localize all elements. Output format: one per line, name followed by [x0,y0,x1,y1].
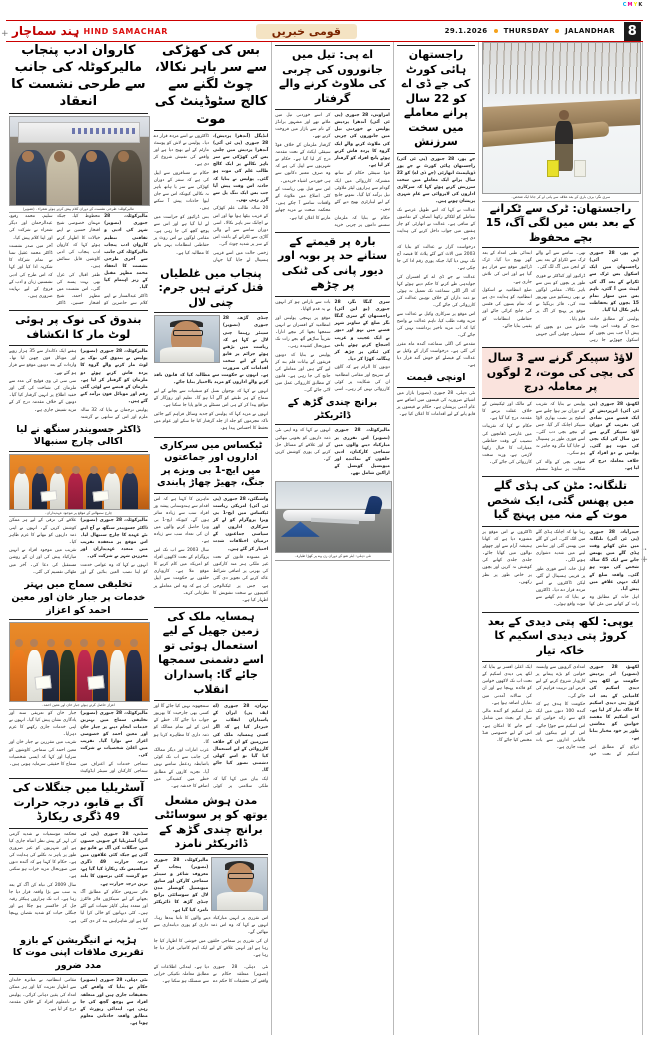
snowfall-scene-photo [482,42,641,194]
article-body: نئی دہلی، 28 جنوری (تصویر) بازار میں اشیائے ضروریہ کی قیمتوں میں اضافے سے عام آدمی پریشان ہے۔ حکام نے قیمتوں پر قابو پانے کے لیے اقدامات کا اعلان کیا ہے۔ [396,390,476,418]
registration-mark-left: + [1,29,9,39]
headline: برانچ چندی گڑھ کے ڈائریکٹر [275,397,390,425]
article-body: سری گنگا نگر، 28 جنوری (یو این آئی) راجستھان کے سری گنگا نگر ضلع کے ساوتر شہر قصبے میں بہو اور دیور نے ایک عجیب و غریب احتجاج کرتے ہوئے پانی کی ٹنکی پر چڑھ کر ہنگامہ کھڑا کر دیا۔ دونوں کا الزام ہے کہ گاؤں کے سرپنچ اور مقامی انتظامیہ ان کی شکایت پر کوئی کارروائی نہیں کر رہی۔ اسی بات سے ناراض ہو کر انہوں نے یہ قدم اٹھایا۔ موقع پر پہنچی پولیس اور انتظامیہ کے افسران نے انہیں سمجھا بجھا کر نیچے اتارا۔ تقریباً ساڑھے آٹھ بجے رات تک صورتحال کشیدہ رہی۔ پولیس نے بتایا کہ دونوں فریقوں کے بیانات قلم بند کر لیے گئے ہیں اور معاملے کی جانچ کی جا رہی ہے۔ قانون کے مطابق کارروائی عمل میں لائی جائے گی۔ [275,299,390,394]
headline: بندوق کی نوک پر ہوئی لوٹ مار کا انکشاف [9,310,148,346]
article-price-note [397,372,475,418]
headline: تخلیقی سماج میں بہتر خدمات پر جبار خان اور معین احمد کو اعزاز [9,579,148,620]
column-3 [272,42,394,1035]
article-body: حیدرآباد، 28 جنوری (پی ٹی آئی) تلنگانہ میں مٹن کھاتے وقت ہڈی گلے میں پھنس جانے سے ایک 45 سالہ شخص کی موت ہو گئی۔ واقعہ ضلع کے ایک دیہی علاقے میں پیش آیا۔ اہل خانہ کے مطابق وہ رات کے کھانے میں مٹن کھا رہا تھا کہ اچانک ہڈی گلے میں اٹک گئی۔ اس کے گلے میں پھنس گئی اور سانس لینے میں شدید دشواری ہونے لگی۔ اہل خانہ اسے فوری طور پر قریبی ہسپتال لے گئے، لیکن ڈاکٹروں نے اسے مردہ قرار دے دیا۔ ڈاکٹروں نے بتایا کہ دم گھٹنے سے موت واقع ہوئی۔ ڈاکٹروں نے اس موقع پر مشورہ دیا ہے کہ کھانا ہمیشہ آرام سے اور چھوٹے نوالوں میں کھایا جائے۔ جلدی جلدی کھانے کی کوشش نہ کریں اور بچوں پر خاص طور پر نظر رکھیں۔ [482,529,639,608]
article-body: جے پور، 28 جنوری (پی ٹی آئی) راجستھان ہائی کورٹ نے جے پور ڈویلپمنٹ اتھارٹی (جے ڈی اے) کو 22 سال پرانے ایک معاملے میں سخت سرزنش کرتے ہوئے کہا کہ سرکاری اداروں کی لاپروائی سے عام شہری پریشان ہوتے ہیں۔ عدالت نے کہا کہ اتنے طویل عرصے تک معاملے کو لٹکائے رکھنا انصاف کے تقاضوں کے منافی ہے۔ عدالت نے اتھارٹی کو چار ہفتوں میں جواب داخل کرنے کی ہدایت دی ہے۔ درخواست گزار نے عدالت کو بتایا کہ 2003 میں الاٹ کیے گئے پلاٹ کا قبضہ آج تک نہیں دیا گیا، جبکہ پوری رقم ادا کی جا چکی ہے۔ عدالت نے جے ڈی اے کے افسران کی جوابدہی طے کرنے کا حکم دیتے ہوئے کہا کہ اگر اگلی سماعت تک تعمیل نہ ہوئی تو ذمہ داران کے خلاف توہین عدالت کی کارروائی کی جائے گی۔ اس موقع پر سرکاری وکیل نے عدالت سے مزید وقت طلب کیا، تاہم عدالت نے واضح کیا کہ اب مزید تاخیر برداشت نہیں کی جائے گی۔ مقدمے کی اگلی سماعت آئندہ ماہ مقرر کی گئی ہے۔ درخواست گزار کے وکیل نے عدالت کے فیصلے کو خوش آئند قرار دیا ہے۔ [396,156,476,369]
headline: بس کی کھڑکی سے سر باہر نکالا، چوٹ لگنے سے کالج سٹوڈینٹ کی موت [154,42,269,131]
headline: یوپی: لکھ پتی دیدی کے بعد کروڑ پتی دیدی اسکیم کا خاکہ تیار [482,612,639,663]
director-portrait-photo [211,857,268,911]
headline: پنجاب میں غلطیاں قتل کرتے ہیں جرم: چنی لال [154,267,269,314]
column-4 [394,42,479,1035]
headline: لاؤڈ سپیکر گرنے سے 3 سال کی بچی کی موت، 2 لوگوں پر معاملہ درج [482,347,639,399]
publication-date: 29.1.2026 [444,27,488,35]
article-crime-statement [154,267,269,434]
cmyk-m: M [627,2,634,8]
article-body: مالیرکوٹلہ، 28 جنوری (تصویر) اس تقرری پر مبارکباد دینے والوں میں سماجی کارکنان، ادبی حلقوں کے نمائندے اور میونسپل کونسل کے اراکین شامل تھے۔ انہوں نے کہا کہ وہ اپنی نئی ذمہ داریوں کو بخوبی نبھائیں گے اور علاقے کے مسائل حل کرنے کی پوری کوشش کریں گے۔ [275,428,390,477]
article-immigration-note [9,935,148,1027]
article-rajasthan-highcourt [397,45,475,369]
aircraft-tarmac-photo [275,481,392,553]
headline: راجستھان ہائی کورٹ کی جے ڈی اے کو 22 سال پرانے معاملے میں سخت سرزنش [397,45,475,154]
registration-mark-right: + [640,555,648,565]
article-telangana-bone [482,476,639,608]
cmyk-c: C [622,2,627,8]
article-misc-note-col2 [154,964,269,986]
headline: ٹیکساس میں سرکاری اداروں اور جماعتوں میں ایچ-1 بی ویزے پر جنگ، چھیڑ چھاڑ پابندی [154,437,269,494]
headline: تلنگانہ: مٹن کی ہڈی گلے میں پھنس گئی، ایک شخص موت کے منہ میں پہنچ گیا [482,476,639,527]
photo-caption: مالیرکوٹلہ: طرحی نشست کے دوران کلام پیش کرتے ہوئے شعراء۔ (تصویر) [9,206,148,214]
article-robbery [9,310,148,421]
article-body: مالیرکوٹلہ، 28 جنوری (تصویر) پنجاب کے معروف شاعر و سینئر سماجی کارکن اور سابق میونسپل کونسلر مدن لال کو سوسائٹی برانچ چنڈی گڑھ کا ڈائریکٹر نامزد کیا گیا ہے۔ اس تقرری پر انہیں مبارکباد دینے والوں کا تانتا بندھا رہا۔ انہوں نے کہا کہ وہ اس ذمہ داری کو پوری دیانتداری سے نبھائیں گے۔ ان کی تقرری پر سماجی حلقوں میں خوشی کا اظہار کیا جا رہا ہے اور انہیں علاقے کے لیے ایک اہم کامیابی قرار دیا جا رہا ہے۔ [153,857,269,959]
article-body: واشنگٹن، 28 جنوری (پی ٹی آئی) امریکی ریاست ٹیکساس میں ایچ-1 بی ویزا پروگرام کو لے کر سرکاری اداروں اور سیاسی جماعتوں کے درمیان اختلافات شدت اختیار کر گئے ہیں۔ نئے مسودہ قانون کے تحت غیر ملکی ہنر مند کارکنوں کی بھرتی پر اضافی شرائط عائد کرنے کی تجویز دی گئی ہے، جس پر ٹیکنالوجی کمپنیوں نے سخت تشویش کا اظہار کیا ہے۔ ماہرین کا کہنا ہے کہ اس اقدام سے ہندوستانی پیشہ ور افراد سب سے زیادہ متاثر ہوں گے، کیونکہ ایچ-1 بی ویزا حاصل کرنے والوں میں ان کی تعداد سب سے زیادہ ہے۔ سال 2003 سے اب تک اس پروگرام کے تحت لاکھوں افراد کو امریکہ میں کام کرنے کا موقع ملا ہے۔ کاروباری حلقوں نے حکومت سے اپیل کی ہے کہ وہ اس معاملے پر نظرثانی کرے۔ [153,496,269,603]
cheque-presentation-photo [9,454,150,510]
article-creative-society-award [9,579,148,775]
headline: ڈاکٹر جسویندر سنگھ نے لیا اکالی چارج سنبھالا [9,424,148,452]
column-grid [6,42,643,1035]
article-body: مالیرکوٹلہ، 28 جنوری (تصویر) پولیس نے بندوق کی نوک پر لوٹ مار کرنے والے گروہ کا پردہ فاش کرتے ہوئے دو ملزمان کو گرفتار کر لیا ہے۔ ملزمان کے قبضے سے لوٹی گئی رقم اور موبائل فون برآمد کیے گئے ہیں۔ پولیس ترجمان نے بتایا کہ 32 سالہ ملزم اور اس کے ساتھی نے گزشتہ ہفتے ایک دکاندار سے 35 ہزار روپے اور موبائل فون چھین لیا تھا۔ واردات کے بعد دونوں موقع سے فرار ہو گئے تھے۔ سی سی ٹی وی فوٹیج کی مدد سے ملزمان کی شناخت کی گئی اور خفیہ اطلاع پر انہیں گرفتار کیا گیا۔ دونوں کے خلاف مقدمہ درج کر کے مزید تفتیش جاری ہے۔ [9,349,148,420]
masthead-meta [445,22,643,41]
cmyk-k: K [638,2,643,8]
article-director-appointed [154,794,269,961]
masthead [6,20,643,42]
headline: ہڑپہ نے انیگریشن کے بازو تقریری ملاقات اپنی موت کا مدد ضرور [9,935,148,976]
headline: ہمسایہ ملک کی زمین جھیل کے لیے استعمال ہوئی تو اسے دشمنی سمجھا جائے گا: پاسداران انقلاب [154,607,269,701]
article-body: نئی دہلی، 28 جنوری (تصویر) حکام نے بتایا کہ واقعے کی تحقیقات جاری ہیں اور متعلقہ افراد سے پوچھ گچھ کی جا رہی ہے۔ ابتدائی رپورٹ کے مطابق واقعہ حادثاتی معلوم ہوتا ہے۔ مقامی انتظامیہ نے متاثرہ خاندان سے اظہار تعزیت کیا اور ہر ممکن امداد کی یقین دہانی کرائی۔ پولیس نے نامعلوم افراد کے خلاف مقدمہ درج کر لیا ہے۔ [9,978,148,1027]
article-body: امراوتی، 28 جنوری (پی ٹی آئی) آندھرا پردیش پولیس نے خوردنی تیل میں جانوروں کی چربی کی ملاوٹ کرنے والے ایک گروہ کا پردہ فاش کرتے ہوئے پانچ افراد کو گرفتار کر لیا ہے۔ فوڈ سیفٹی حکام کے ساتھ مشترکہ کارروائی میں ایک گودام سے ہزاروں لیٹر ملاوٹی تیل برآمد کیا گیا۔ نمونے جانچ کے لیے لیبارٹری بھیج دیے گئے ہیں۔ حکام نے بتایا کہ ملزمان سستے داموں پر چربی خرید کر اسے خوردنی تیل میں ملاتے تھے اور مشہور برانڈز کے نام سے بازار میں فروخت کرتے تھے۔ گرفتار ملزمان کے خلاف فوڈ سیفٹی ایکٹ کے تحت مقدمہ درج کر لیا گیا ہے۔ حکام نے شہریوں سے اپیل کی ہے کہ وہ صرف معتبر دکانوں سے ہی خوردنی اشیاء خریدیں۔ اس سے قبل بھی ریاست کے کئی اضلاع میں ملاوٹ کے واقعات سامنے آ چکے ہیں۔ محکمہ صحت نے مزید چھاپے مارنے کا اعلان کیا ہے۔ [275,113,390,228]
article-rajasthan-bus-fire [482,42,639,344]
article-bus-window-death [154,42,269,264]
article-body: انڈیگل (آندھرا پردیش)، 28 جنوری (پی ٹی آئی) آندھرا پردیش میں چلتی بس کی کھڑکی سے سر باہر نکالنے پر ایک کالج طالب علم کی موت ہو گئی۔ پولیس نے بتایا کہ حادثہ اس وقت پیش آیا جب بس ایک تنگ پل سے گزر رہی تھی۔ 20 سالہ طالب علم کھڑکی کے قریب بیٹھا ہوا تھا اور اس نے اچانک سر باہر نکالا۔ اسی دوران سامنے سے آنے والی گاڑی سے ٹکرانے کے باعث اس کے سر پر شدید چوٹ آئی۔ زخمی حالت میں اسے قریبی ہسپتال لے جایا گیا جہاں ڈاکٹروں نے اسے مردہ قرار دے دیا۔ پولیس نے لاش کو پوسٹ مارٹم کے لیے بھیج دیا ہے اور واقعے کی تفتیش شروع کر دی ہے۔ حکام نے مسافروں سے اپیل کی ہے کہ سفر کے دوران کھڑکی سے سر یا ہاتھ باہر نہ نکالیں کیونکہ اس سے جان لیوا حادثات پیش آ سکتے ہیں۔ بس ڈرائیور کو حراست میں لے لیا گیا ہے اور اس سے پوچھ گچھ کی جا رہی ہے۔ مقامی لوگوں نے اس روٹ پر حفاظتی انتظامات بہتر بنانے کا مطالبہ کیا ہے۔ [153,133,269,263]
headline: مدن ہوش مشعل یوتھ کو پر سوسائٹی برانچ چندی گڑھ کے ڈائریکٹر نامزد [154,794,269,855]
article-body: مالیرکوٹلہ، 28 جنوری (تصویر) ڈاکٹر جسویندر سنگھ نے آج اپنے نئے عہدے کا چارج سنبھال لیا۔ اس موقع پر منعقدہ تقریب میں متعدد عہدیداران اور معززین شہر نے شرکت کی۔ انہوں نے کہا کہ وہ عوامی خدمت کو اپنا نصب العین بنائیں گے اور علاقے کی ترقی کے لیے ہر ممکن کوشش کریں گے۔ انہوں نے اپنی ذمہ داریوں کو نبھانے کا عزم ظاہر کیا۔ تقریب میں موجود افراد نے انہیں مبارکباد پیش کی اور ان کے روشن مستقبل کی دعا کی۔ آخر میں مٹھائی تقسیم کی گئی۔ [9,518,148,575]
column-5 [479,42,643,1035]
column-2 [151,42,273,1035]
article-branch-director [275,397,390,477]
registration-dots: •• [641,547,647,553]
article-loudspeaker-death [482,347,639,473]
section-banner-wrap [168,24,444,39]
article-crorepati-didi [482,612,639,759]
article-body: لکھنؤ، 28 جنوری (پی ٹی آئی) اترپردیش کے ایک قصبے میں شادی کی تقریب کے دوران لاؤڈ سپیکر گرنے سے تین سال کی ایک بچی کی موت ہو گئی۔ پولیس نے دو افراد کے خلاف معاملہ درج کر لیا ہے۔ پولیس نے بتایا کہ تقریب کے دوران تیز ہوا چلنے سے اسٹیج پر نصب بھاری لاؤڈ سپیکر اچانک گر گیا، جس کے نیچے بچی دب گئی۔ اسے فوری طور پر ہسپتال لے جایا گیا مگر وہ جانبر نہ ہو سکی۔ متوفی بچی کے والد کی شکایت پر ساؤنڈ سسٹم کے مالک اور ٹیکنیشن کے خلاف غفلت برتنے کا مقدمہ درج کیا گیا ہے۔ حکام نے کہا کہ تقریبات میں عارضی ڈھانچوں کی تنصیب کے وقت حفاظتی معیارات کا خیال رکھنا لازمی ہے، ورنہ سخت کارروائی کی جائے گی۔ [482,401,639,473]
cmyk-y: Y [633,2,638,8]
article-body: جے پور، 28 جنوری (پی ٹی آئی) راجستھان میں ایک اسکول بس ٹرک سے ٹکرانے کے بعد آگ کی لپیٹ میں آ گئی، تاہم بس میں سوار تمام 15 بچوں کو بحفاظت باہر نکال لیا گیا۔ پولیس کے مطابق حادثہ صبح کے وقت اس وقت پیش آیا جب بس بچوں کو اسکول چھوڑنے جا رہی تھی۔ سامنے سے آنے والے ٹرک سے ٹکراؤ کے بعد بس کے انجن میں آگ لگ گئی۔ ڈرائیور اور کنڈکٹر نے فوری طور پر بچوں کو بس سے باہر نکالا۔ مقامی لوگوں نے بھی ریسکیو میں بھرپور مدد کی۔ فائر بریگیڈ نے موقع پر پہنچ کر آگ پر قابو پایا۔ حادثے میں دو بچوں کو معمولی چوٹیں آئیں جنہیں ابتدائی طبی امداد کے بعد گھر بھیج دیا گیا۔ ٹرک ڈرائیور موقع سے فرار ہو گیا ہے اور اس کی تلاش جاری ہے۔ ضلع انتظامیہ نے اسکول انتظامیہ کو ہدایت دی ہے کہ تمام بسوں کی فٹنس کی جانچ کرائی جائے اور حفاظتی انتظامات کو یقینی بنایا جائے۔ [482,251,639,343]
photo-caption: اعزاز حاصل کرتے ہوئے جبار خان اور معین احمد۔ [9,702,148,710]
masthead-latin-logo[interactable]: HIND SAMACHAR [83,26,169,36]
separator-dot-icon [494,29,498,33]
article-body: سڈنی، 28 جنوری (پی ٹی آئی) آسٹریلیا کے جنوبی حصوں میں جنگلات کی آگ بے قابو ہو گئی ہے جبکہ کئی علاقوں میں درجہ حرارت 49 ڈگری سیلسیس تک ریکارڈ کیا گیا ہے، جو گزشتہ کئی برسوں کا بلند ترین درجہ حرارت ہے۔ فائر سروس حکام کے مطابق آگ بجھانے کے لیے سینکڑوں فائر فائٹرز اور متعدد ہیلی کاپٹر تعینات کیے گئے ہیں۔ کئی دیہاتوں کو خالی کرا لیا گیا ہے اور شاہراہیں بند کر دی گئی ہیں۔ محکمہ موسمیات نے شدید گرمی کی لہر کے پیش نظر انتباہ جاری کیا ہے اور شہریوں کو غیر ضروری طور پر باہر نہ نکلنے کی ہدایت کی ہے۔ حکام کا کہنا ہے کہ آئندہ دنوں میں صورتحال مزید خراب ہو سکتی ہے۔ سال 2009 کی تباہ کن آگ کے بعد یہ سب سے بڑا واقعہ قرار دیا جا رہا ہے۔ اب تک ہزاروں ہیکٹر رقبہ جل کر خاکستر ہو چکا ہے اور جنگلی حیات کو شدید نقصان پہنچا ہے۔ [9,831,148,931]
edition-city: JALANDHAR [565,27,615,35]
headline: اونچی قیمت [397,372,475,388]
cmyk-color-marks [622,2,643,8]
article-iran-warning [154,607,269,791]
headline: آسٹریلیا میں جنگلات کی آگ بے قابو، درجہ حرارت 49 ڈگری ریکارڈ [9,778,148,829]
article-body: مالیرکوٹلہ، 28 جنوری (تصویر) تخلیقی سماج میں بہترین خدمات انجام دینے پر جبار خان اور معین احمد کو خصوصی اعزاز سے نوازا گیا۔ تقریب میں اعلیٰ شخصیات نے شرکت کی۔ سماجی خدمات کے اعتراف میں سماجی کارکنان اور سینئر ایڈوکیٹ جبار خان کو تعریفی سند اور یادگاری نشان پیش کیا گیا۔ انہوں نے اپنی خدمات جاری رکھنے کا عزم دہرایا۔ تقریب میں مقررین نے جبار خان اور معین احمد کی سماجی کاوشوں کو سراہا اور کہا کہ ایسی شخصیات سماج کا حقیقی سرمایہ ہوتی ہیں۔ [9,710,148,774]
page-number-badge: 8 [624,22,641,41]
separator-dot-icon [555,29,559,33]
article-karvan-e-adab [9,42,148,307]
section-banner: قومی خبریں [256,24,357,39]
press-meet-photo [9,116,150,206]
publication-weekday: THURSDAY [503,27,550,35]
headline: بارہ پر قیمتے کے ستانے حد پر بوبہ اور دیور پانی کی ٹنکی پر چڑھے [275,232,390,297]
photo-caption: نئی دہلی: ایئر شو کے دوران رن وے پر کھڑا طیارہ۔ [275,553,390,561]
article-body: لکھنؤ، 28 جنوری (تصویر) اتر پردیش حکومت نے لکھ پتی دیدی اسکیم کی کامیابی کے بعد اب کروڑ پتی دیدی اسکیم کا خاکہ تیار کر لیا ہے۔ اس اسکیم کا مقصد خواتین کو معاشی طور پر خود مختار بنانا ہے۔ ذرائع کے مطابق اس اسکیم کے تحت خود امدادی گروپوں سے وابستہ خواتین کو بڑے پیمانے پر کاروبار شروع کرنے کے لیے قرض اور تربیت فراہم کی جائے گی۔ حکومت کا ہدف ہے کہ آئندہ 100 دنوں میں ایک لاکھ سے زائد خواتین کو اس اسکیم سے جوڑا جائے۔ اس کے لیے بینکوں اور مالیاتی اداروں سے بات چیت جاری ہے۔ ایک اعلیٰ افسر نے بتایا کہ لکھ پتی دیدی اسکیم کے تحت اب تک لاکھوں خواتین کو فائدہ پہنچا ہے اور ان کی سالانہ آمدنی میں نمایاں اضافہ ہوا ہے۔ نئی اسکیم کو آئندہ مالی سال کے بجٹ میں شامل کیے جانے کا امکان ہے۔ اس کے لیے خصوصی فنڈ مختص کیا جائے گا۔ [482,665,639,757]
masthead-urdu-logo[interactable]: ہِند سماچار [12,24,80,38]
photo-caption: چارج سنبھالنے کے موقع پر موجود عہدیداران۔ [9,510,148,518]
photo-caption: سری نگر: برف باری کے بعد علاقہ سے پانی لے کر جاتا ایک شخص۔ [482,194,639,202]
article-charge-taken [9,424,148,577]
politician-portrait-photo [154,315,220,363]
column-1 [6,42,151,1035]
article-oil-adulteration [275,45,390,229]
article-body: مالیرکوٹلہ، 28 جنوری (تصویر) شہر کی ادبی و ثقافتی تنظیم کاروان ادب پنجاب مالیرکوٹلہ کی جانب سے آخری طرحی نشست کا انعقاد محمد مظہر مقبل کے زیر اہتمام کیا گیا۔ ڈاکٹر عبدالستار نے اپنے کلام سے حاضرین کو محظوظ کیا، جبکہ مہمان خصوصی شیخ افتخار حسین نے اپنے خیالات کا اظہار کرتے ہوئے کہا کہ کاروان ادب پنجاب کی ادبی کاوشیں قابل ستائش ہیں۔ ظفر اقبال کی غزل بھی بہت پسند کی گئی۔ اس نشست میں مظہر احمد، شیخ افتخار حسین، ڈاکٹر سلیم، محمد رفیع، عبدالرحمان اور دیگر شعراء نے شرکت کی اور اپنا کلام پیش کیا۔ آخر میں صدر نشست ڈاکٹر محمد عقیل تمنا نے تمام شرکاء کا شکریہ ادا کیا اور کہا کہ اس طرح کی ادبی نشستیں زبان و ادب کے فروغ کے لیے نہایت ضروری ہیں۔ [9,214,148,307]
award-ceremony-photo [9,622,150,702]
article-australia-bushfire [9,778,148,932]
article-body: چنڈی گڑھ، 28 جنوری (تصویر) سینئر رہنما چنی لال نے کہا ہے کہ ریاست میں بڑھتے ہوئے جرائم پر قابو پانے کے لیے سخت اقدامات کی ضرورت ہے۔ انہوں نے حکومت سے مطالبہ کیا کہ قانون نافذ کرنے والے اداروں کو مزید بااختیار بنایا جائے۔ انہوں نے کہا کہ نوجوان نسل کو منشیات سے بچانے کے لیے سماج کے ہر طبقے کو آگے آنا ہو گا۔ تعلیم اور روزگار کے مواقع پیدا کر کے ہی اس مسئلے پر قابو پایا جا سکتا ہے۔ انہوں نے مزید کہا کہ پولیس کو جدید وسائل فراہم کیے جائیں تاکہ مجرموں کو جلد از جلد گرفتار کیا جا سکے اور عوام میں تحفظ کا احساس پیدا ہو۔ [153,316,269,432]
article-body: نئی دہلی، 28 جنوری (تصویر) متعلقہ حکام نے واقعے کی تحقیقات کا حکم دے دیا ہے۔ ابتدائی اطلاعات کے مطابق معاملہ تکنیکی خرابی سے منسلک ہو سکتا ہے۔ [153,964,269,984]
article-body: تہران، 28 جنوری (اے ایف پی) ایران کے پاسداران انقلاب نے خبردار کیا ہے کہ اگر کسی ہمسایہ ملک کی سرزمین کو ان کے خلاف کارروائی کے لیے استعمال کیا گیا تو اسے کھلی دشمنی تصور کیا جائے گا۔ ایک بیان میں کہا گیا کہ ملکی سلامتی پر کوئی سمجھوتہ نہیں کیا جائے گا اور کسی بھی جارحیت کا بھرپور جواب دیا جائے گا۔ خطے کے امن کے لیے تمام ممالک کو ذمہ داری کا مظاہرہ کرنا ہو گا۔ عرب امارات اور دیگر ممالک کی جانب سے اب تک کوئی باضابطہ ردعمل سامنے نہیں آیا۔ تجزیہ کاروں کے مطابق خطے میں کشیدگی میں اضافے کا خدشہ ہے۔ [153,704,269,789]
headline: کاروان ادب پنجاب مالیرکوٹلہ کی جانب سے طرحی نشست کا انعقاد [9,42,148,114]
headline: راجستھان: ٹرک سے ٹکرانے کے بعد بس میں لگی آگ، 15 بچے محفوظ [482,202,639,249]
article-water-tank-protest [275,232,390,394]
headline: اے پی: تیل میں جانوروں کی چربی کی ملاوٹ کرنے والے گرفتار [275,45,390,110]
article-h1b-visa [154,437,269,604]
